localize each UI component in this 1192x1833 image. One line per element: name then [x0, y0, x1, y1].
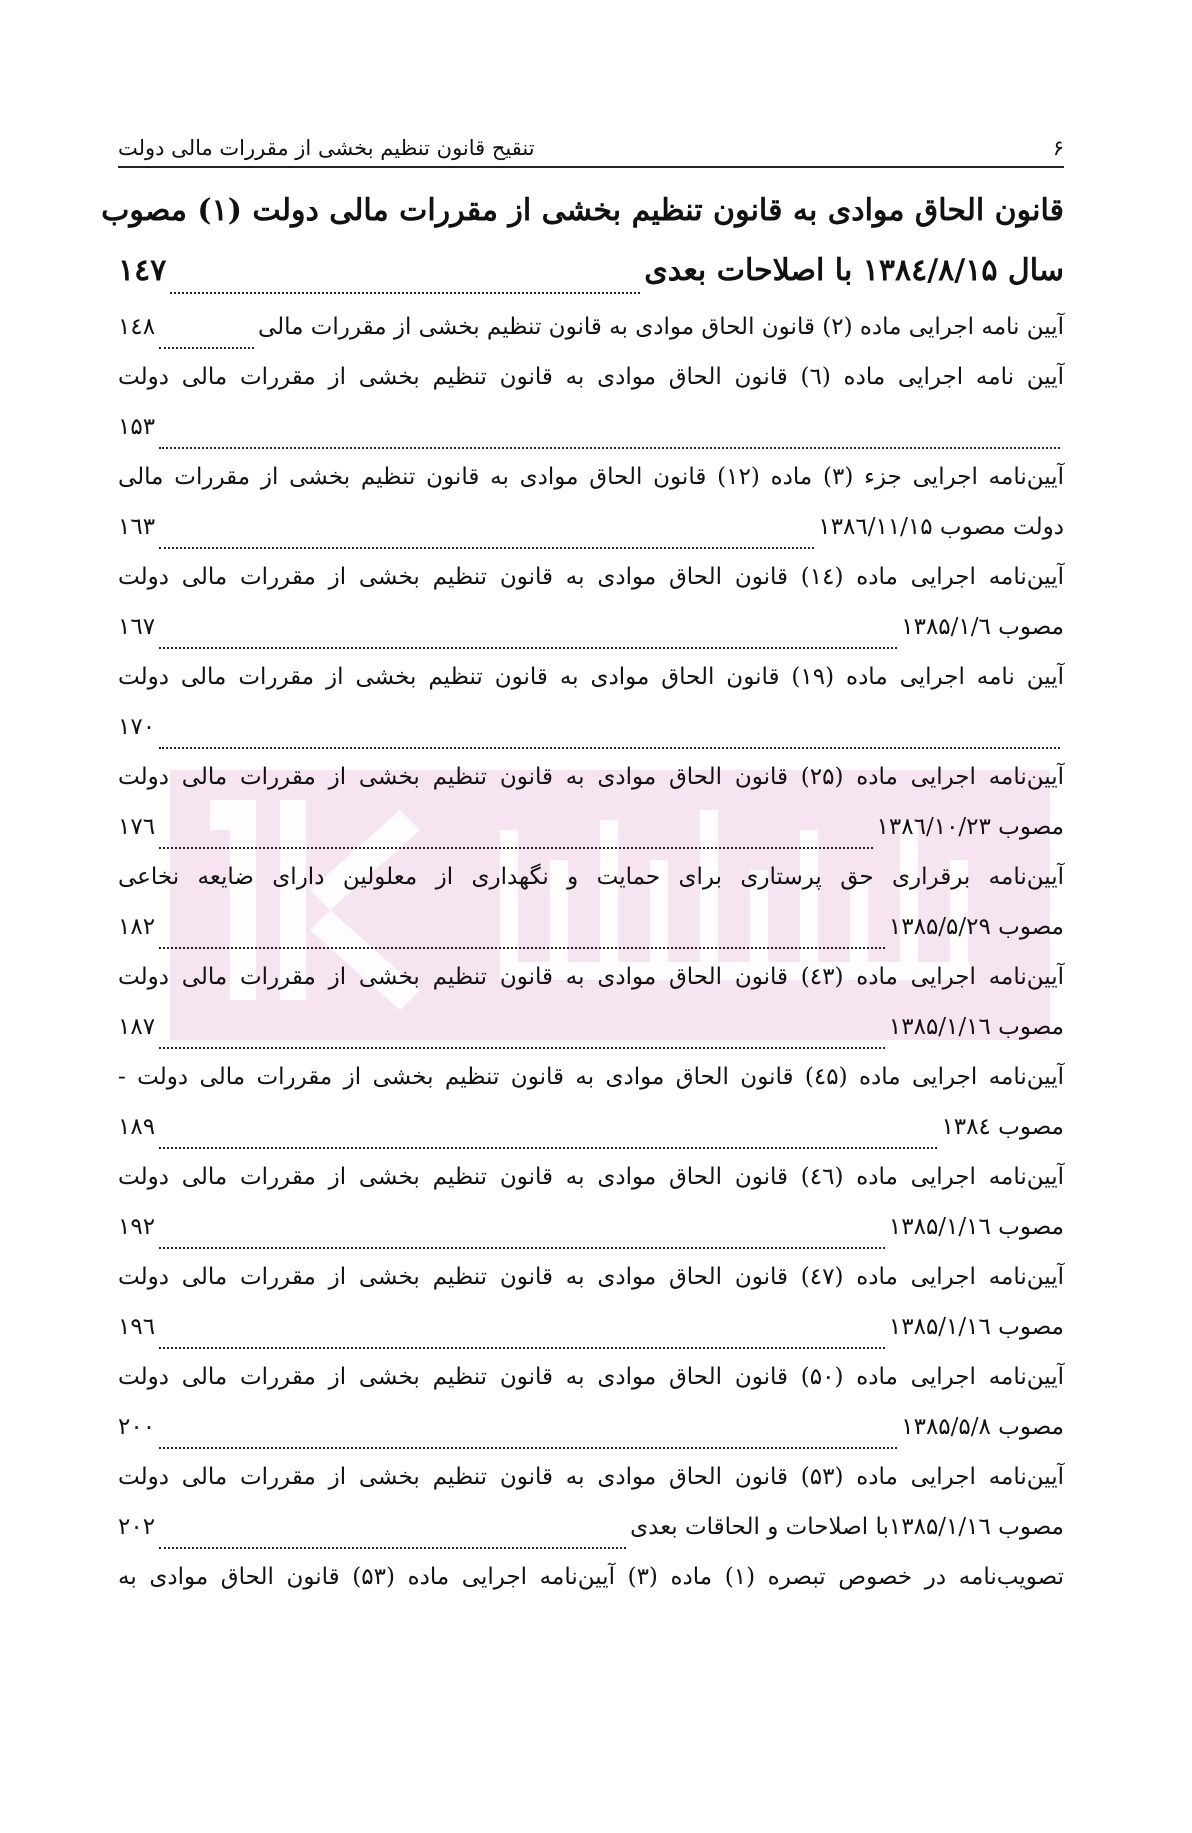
toc-entry [118, 312, 1064, 362]
toc-page-number: ۱۷۰ [118, 714, 156, 740]
toc-page-number: ۱۷٦ [118, 814, 156, 840]
toc-entry-line: آیین نامه اجرایی ماده (٦) قانون الحاق موادی به قانون تنظیم بخشی از مقررات مالی دولت [118, 364, 1064, 390]
toc-page-number: ۱٤۷ [118, 253, 167, 288]
dot-leader [159, 646, 897, 649]
toc-entry [118, 862, 1064, 962]
toc-entry-leader-line [118, 1112, 1064, 1162]
toc-entry-line: آیین نامه اجرایی ماده (۱۹) قانون الحاق موادی به قانون تنظیم بخشی از مقررات مالی دولت [118, 664, 1064, 690]
toc-entry-text: مصوب ۱۳۸٦/۱۰/۲۳ [876, 814, 1064, 840]
toc-entry-text: مصوب ۱۳۸۵/۱/۱٦ [888, 1014, 1064, 1040]
toc-entry-line: آیین‌نامه اجرایی ماده (۲۵) قانون الحاق موادی به قانون تنظیم بخشی از مقررات مالی دولت [118, 764, 1064, 790]
toc-entry-text: دولت مصوب ۱۳۸٦/۱۱/۱۵ [818, 514, 1064, 540]
toc-page-number: ۱۹۲ [118, 1214, 156, 1240]
dot-leader [159, 546, 814, 549]
toc-entry-line: آیین‌نامه اجرایی ماده (۵۰) قانون الحاق موادی به قانون تنظیم بخشی از مقررات مالی دولت [118, 1364, 1064, 1390]
toc-entry-line: آیین‌نامه اجرایی جزء (۳) ماده (۱۲) قانون الحاق موادی به قانون تنظیم بخشی از مقررات مالی [118, 464, 1064, 490]
toc-entry [118, 962, 1064, 1062]
toc-entry-line: آیین‌نامه اجرایی ماده (٤۷) قانون الحاق موادی به قانون تنظیم بخشی از مقررات مالی دولت [118, 1264, 1064, 1290]
dot-leader [170, 291, 640, 294]
toc-entry-leader-line [118, 1512, 1064, 1562]
toc-entry [118, 562, 1064, 662]
toc-entry-leader-line [118, 512, 1064, 562]
running-title: تنقیح قانون تنظیم بخشی از مقررات مالی دولت [118, 136, 535, 160]
toc-entry-leader-line [118, 1212, 1064, 1262]
toc-page-number: ۲۰۲ [118, 1514, 156, 1540]
toc-page-number: ۱٤۸ [118, 314, 156, 340]
toc-entry-text: مصوب ۱۳۸۵/۵/۲۹ [888, 914, 1064, 940]
dot-leader [159, 1146, 937, 1149]
toc-entry-line: آیین‌نامه اجرایی ماده (٤۳) قانون الحاق موادی به قانون تنظیم بخشی از مقررات مالی دولت [118, 964, 1064, 990]
toc-page-number: ۱۸۲ [118, 914, 156, 940]
toc-entry-line: آیین‌نامه اجرایی ماده (٤۵) قانون الحاق موادی به قانون تنظیم بخشی از مقررات مالی دولت - [118, 1064, 1064, 1090]
toc-entry [118, 662, 1064, 762]
dot-leader [159, 946, 885, 949]
toc-entry [118, 462, 1064, 562]
page-number: ۶ [1052, 136, 1064, 160]
table-of-contents [101, 192, 1064, 1592]
toc-entry-text: سال ۱۳۸٤/۸/۱۵ با اصلاحات بعدی [644, 253, 1064, 288]
dot-leader [159, 446, 1060, 449]
toc-entry-line: قانون الحاق موادی به قانون تنظیم بخشی از مقررات مالی دولت (۱) مصوب [101, 193, 1064, 228]
toc-page-number: ۱۸۹ [118, 1114, 156, 1140]
toc-entry [118, 362, 1064, 462]
dot-leader [159, 846, 872, 849]
toc-entry-leader-line [118, 412, 1064, 462]
toc-page-number: ۱٦۳ [118, 514, 156, 540]
toc-entry [118, 762, 1064, 862]
toc-page-number: ۱٦۷ [118, 614, 156, 640]
dot-leader [159, 1446, 897, 1449]
toc-page-number: ۱۹٦ [118, 1314, 156, 1340]
toc-entry-leader-line [118, 252, 1064, 312]
toc-page-number: ۱۸۷ [118, 1014, 156, 1040]
toc-entry-line: آیین‌نامه اجرایی ماده (۵۳) قانون الحاق موادی به قانون تنظیم بخشی از مقررات مالی دولت [118, 1464, 1064, 1490]
toc-entry-title [101, 192, 1064, 312]
toc-last-line: تصویب‌نامه در خصوص تبصره (۱) ماده (۳) آیین‌نامه اجرایی ماده (۵۳) قانون الحاق موادی به [118, 1564, 1064, 1590]
toc-entry [118, 1262, 1064, 1362]
dot-leader [159, 346, 254, 349]
toc-entry-text: مصوب ۱۳۸۵/۱/۱٦ [888, 1314, 1064, 1340]
toc-entry [118, 1462, 1064, 1562]
toc-entry-leader-line [118, 712, 1064, 762]
dot-leader [159, 1246, 885, 1249]
toc-entry-leader-line [118, 1412, 1064, 1462]
toc-entry [118, 1062, 1064, 1162]
toc-entry [118, 1362, 1064, 1462]
toc-entry-leader-line [118, 812, 1064, 862]
toc-entry-text: مصوب ۱۳۸۵/۱/۱٦ [888, 1214, 1064, 1240]
toc-entry-leader-line [118, 1312, 1064, 1362]
toc-entry-line: آیین‌نامه برقراری حق پرستاری برای حمایت و نگهداری از معلولین دارای ضایعه نخاعی [118, 864, 1064, 890]
dot-leader [159, 1046, 885, 1049]
toc-entry-text: مصوب ۱۳۸۵/۱/۱٦با اصلاحات و الحاقات بعدی [630, 1514, 1064, 1540]
toc-page-number: ۱۵۳ [118, 414, 156, 440]
toc-entry-leader-line [118, 612, 1064, 662]
dot-leader [159, 1546, 626, 1549]
running-header [118, 118, 1064, 168]
toc-entry-text: آیین نامه اجرایی ماده (۲) قانون الحاق موادی به قانون تنظیم بخشی از مقررات مالی [257, 314, 1064, 340]
toc-entry-text: مصوب ۱۳۸٤ [941, 1114, 1064, 1140]
dot-leader [159, 1346, 885, 1349]
toc-entry-text: مصوب ۱۳۸۵/۱/٦ [901, 614, 1064, 640]
toc-entry-text: مصوب ۱۳۸۵/۵/۸ [901, 1414, 1064, 1440]
toc-entry-leader-line [118, 1012, 1064, 1062]
dot-leader [159, 746, 1060, 749]
toc-page-number: ۲۰۰ [118, 1414, 156, 1440]
toc-entry-line: آیین‌نامه اجرایی ماده (٤٦) قانون الحاق موادی به قانون تنظیم بخشی از مقررات مالی دولت [118, 1164, 1064, 1190]
toc-entry-line: آیین‌نامه اجرایی ماده (۱٤) قانون الحاق موادی به قانون تنظیم بخشی از مقررات مالی دولت [118, 564, 1064, 590]
toc-entry-leader-line [118, 912, 1064, 962]
toc-entry-leader-line [118, 312, 1064, 362]
toc-entry [118, 1162, 1064, 1262]
